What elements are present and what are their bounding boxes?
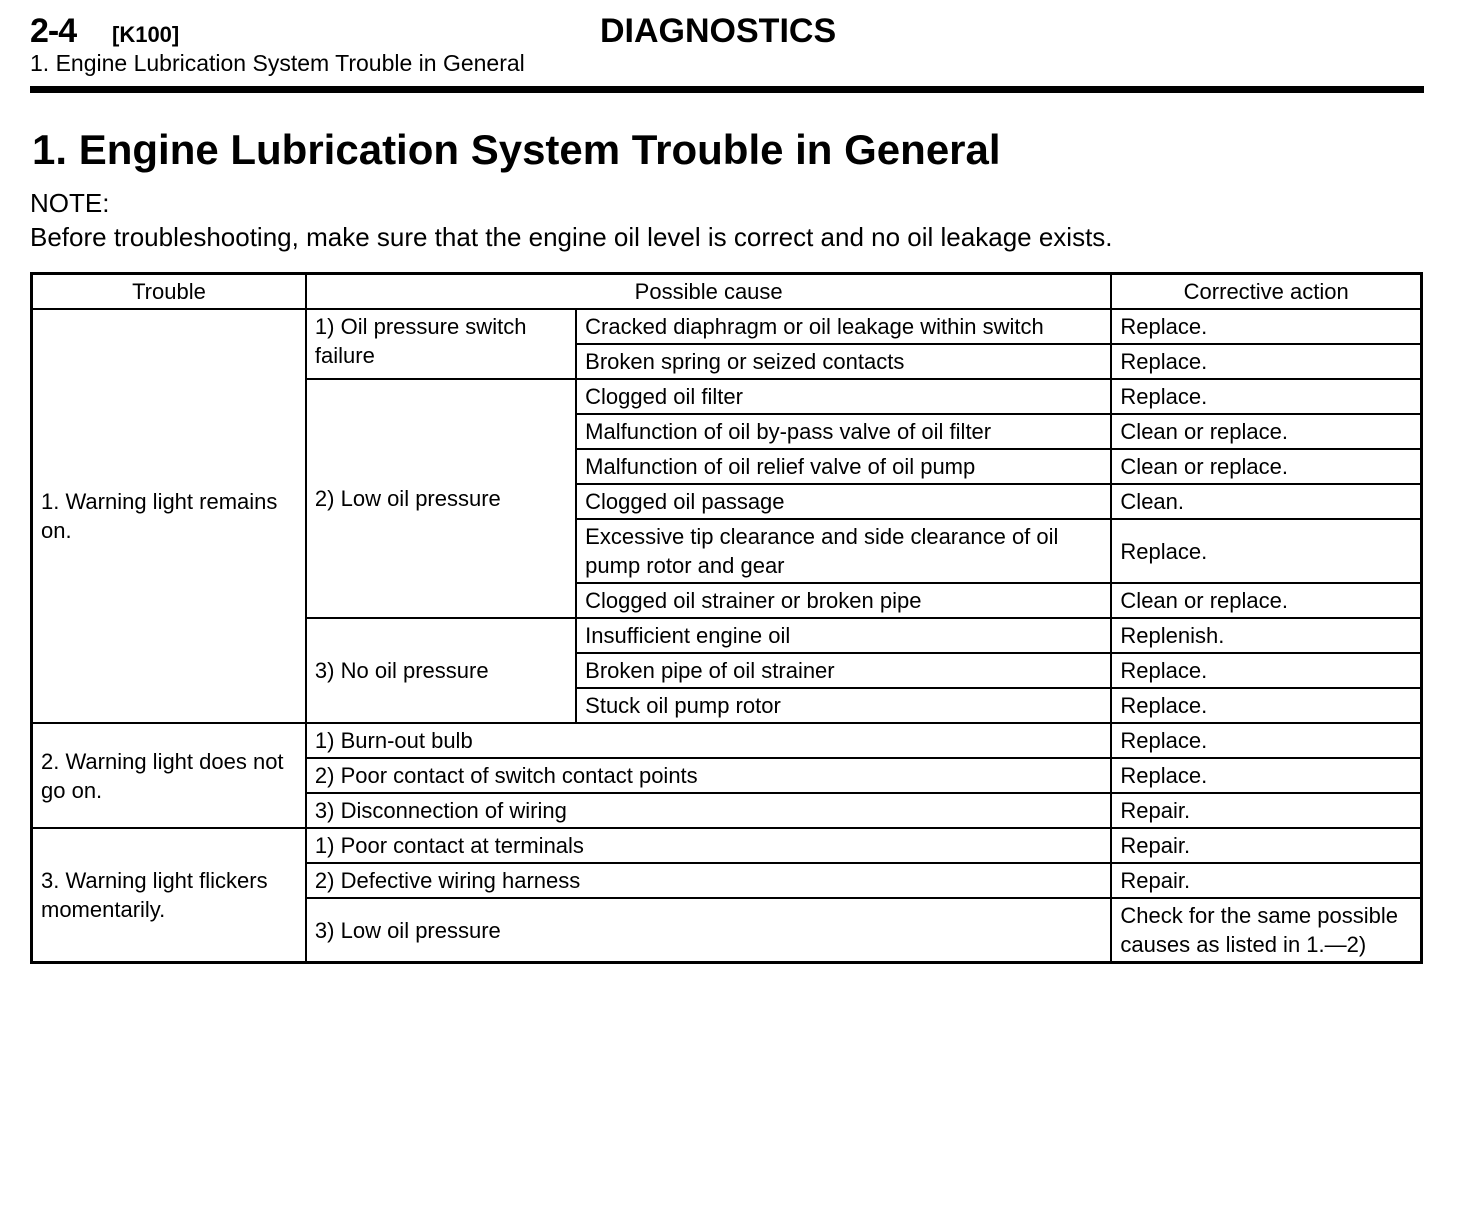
cause-cell: Excessive tip clearance and side clearance of oil pump rotor and gear (576, 519, 1111, 583)
cause-cell: Stuck oil pump rotor (576, 688, 1111, 723)
action-cell: Clean or replace. (1111, 583, 1421, 618)
trouble-cell: 1. Warning light remains on. (32, 309, 306, 723)
cause-cell: Malfunction of oil relief valve of oil pump (576, 449, 1111, 484)
header-cause: Possible cause (306, 274, 1112, 310)
action-cell: Clean. (1111, 484, 1421, 519)
page-title: 1. Engine Lubrication System Trouble in General (32, 126, 1001, 173)
breadcrumb: 1. Engine Lubrication System Trouble in General (30, 50, 525, 76)
action-cell: Repair. (1111, 828, 1421, 863)
cause-cell: 1) Poor contact at terminals (306, 828, 1112, 863)
cause-cell: 2) Poor contact of switch contact points (306, 758, 1112, 793)
action-cell: Replace. (1111, 309, 1421, 344)
header-action: Corrective action (1111, 274, 1421, 310)
cause-cell: Cracked diaphragm or oil leakage within switch (576, 309, 1111, 344)
note-label: NOTE: (30, 188, 110, 218)
action-cell: Replace. (1111, 519, 1421, 583)
note-text: Before troubleshooting, make sure that the engine oil level is correct and no oil leakage exists. (30, 222, 1113, 252)
cause-cell: 3) Disconnection of wiring (306, 793, 1112, 828)
action-cell: Replenish. (1111, 618, 1421, 653)
action-cell: Replace. (1111, 688, 1421, 723)
diagnostics-table (30, 272, 1423, 964)
page-header (30, 12, 1424, 96)
table-row (32, 723, 1422, 758)
cause-cell: 3) Low oil pressure (306, 898, 1112, 963)
cause-cell: Clogged oil passage (576, 484, 1111, 519)
cause-cell: Clogged oil filter (576, 379, 1111, 414)
action-cell: Repair. (1111, 863, 1421, 898)
cause-cell: Malfunction of oil by-pass valve of oil filter (576, 414, 1111, 449)
cause-cell: 1) Burn-out bulb (306, 723, 1112, 758)
cause-cell: Broken pipe of oil strainer (576, 653, 1111, 688)
cause-group-cell: 3) No oil pressure (306, 618, 576, 723)
cause-cell: Clogged oil strainer or broken pipe (576, 583, 1111, 618)
header-rule (30, 86, 1424, 93)
table-row (32, 309, 1422, 344)
trouble-cell: 3. Warning light flickers momentarily. (32, 828, 306, 963)
action-cell: Replace. (1111, 723, 1421, 758)
action-cell: Clean or replace. (1111, 449, 1421, 484)
action-cell: Repair. (1111, 793, 1421, 828)
table-header-row (32, 274, 1422, 310)
action-cell: Replace. (1111, 379, 1421, 414)
action-cell: Clean or replace. (1111, 414, 1421, 449)
cause-cell: Broken spring or seized contacts (576, 344, 1111, 379)
page-number: 2-4 (30, 12, 77, 50)
action-cell: Replace. (1111, 344, 1421, 379)
cause-cell: 2) Defective wiring harness (306, 863, 1112, 898)
table-row (32, 828, 1422, 863)
section-name: DIAGNOSTICS (600, 12, 837, 50)
header-trouble: Trouble (32, 274, 306, 310)
action-cell: Check for the same possible causes as listed in 1.—2) (1111, 898, 1421, 963)
cause-cell: Insufficient engine oil (576, 618, 1111, 653)
cause-group-cell: 1) Oil pressure switch failure (306, 309, 576, 379)
cause-group-cell: 2) Low oil pressure (306, 379, 576, 618)
action-cell: Replace. (1111, 758, 1421, 793)
model-code: [K100] (112, 22, 180, 47)
trouble-cell: 2. Warning light does not go on. (32, 723, 306, 828)
action-cell: Replace. (1111, 653, 1421, 688)
